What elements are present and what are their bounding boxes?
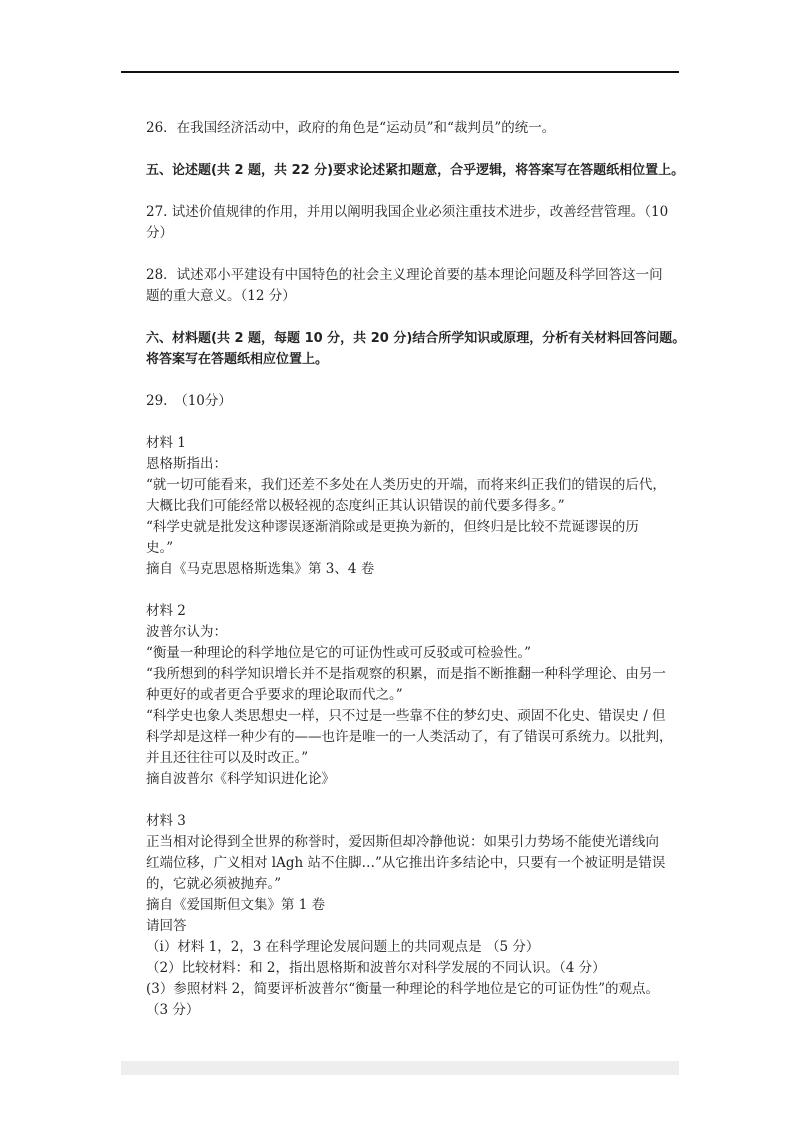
material-line: 正当相对论得到全世界的称誉时，爱因斯但却冷静他说：如果引力势场不能使光谱线向	[146, 834, 659, 850]
material-title: 材料 1	[146, 435, 186, 451]
exam-content	[146, 118, 686, 1021]
question-27-line: 分）	[146, 225, 173, 241]
material-line: 摘自波普尔《科学知识进化论》	[146, 771, 335, 787]
section-6-line: 六、材料题(共 2 题，每题 10 分，共 20 分)结合所学知识或原理，分析有关材料回答问题。	[146, 331, 686, 346]
material-line: “就一切可能看来，我们还差不多处在人类历史的开端，而将来纠正我们的错误的后代，	[146, 477, 666, 493]
material-line: 科学却是这样一种少有的——也许是唯一的一人类活动了，有了错误可系统力。以批判，	[146, 729, 673, 745]
answer-prompt: 请回答	[146, 918, 187, 934]
material-2	[146, 601, 686, 790]
sub-question-3: (3）参照材料 2，简要评析波普尔“衡量一种理论的科学地位是它的可证伪性”的观点。	[146, 981, 660, 997]
material-line: 红端位移，广义相对 lAgh 站不住脚…”从它推出许多结论中，只要有一个被证明是错误	[146, 855, 666, 871]
material-line: “我所想到的科学知识增长并不是指观察的积累，而是指不断推翻一种科学理论、由另一	[146, 666, 666, 682]
material-line: 史。”	[146, 540, 174, 556]
material-1	[146, 433, 686, 580]
material-line: 恩格斯指出：	[146, 456, 227, 472]
material-line: 的，它就必须被抛弃。”	[146, 876, 282, 892]
question-28-line: 28．试述邓小平建设有中国特色的社会主义理论首要的基本理论问题及科学回答这一问	[146, 267, 663, 283]
material-line: 摘自《爱国斯但文集》第 1 卷	[146, 897, 326, 913]
material-line: “科学史也象人类思想史一样，只不过是一些靠不住的梦幻史、顽固不化史、错误史 / 但	[146, 708, 666, 724]
material-line: 种更好的或者更合乎要求的理论取而代之。”	[146, 687, 403, 703]
header-rule	[121, 71, 679, 73]
section-6-line: 将答案写在答题纸相应位置上。	[146, 352, 329, 367]
sub-question-3-points: （3 分）	[146, 1002, 200, 1018]
material-line: “衡量一种理论的科学地位是它的可证伪性或可反驳或可检验性。”	[146, 645, 532, 661]
question-29: 29. （10分）	[146, 393, 232, 409]
material-line: 并且还往往可以及时改正。”	[146, 750, 309, 766]
material-line: 大概比我们可能经常以极轻视的态度纠正其认识错误的前代要多得多。”	[146, 498, 565, 514]
material-line: 波普尔认为：	[146, 624, 227, 640]
question-28	[146, 265, 686, 307]
question-27-line: 27. 试述价值规律的作用，并用以阐明我国企业必须注重技术进步，改善经营管理。（10	[146, 204, 669, 220]
material-line: “科学史就是批发这种谬误逐渐消除或是更换为新的，但终归是比较不荒诞谬误的历	[146, 519, 639, 535]
section-5-heading: 五、论述题(共 2 题，共 22 分)要求论述紧扣题意，合乎逻辑，将答案写在答题纸相位置上。	[146, 163, 685, 178]
section-6-heading	[146, 328, 686, 370]
footer-bar	[121, 1061, 679, 1075]
question-26: 26．在我国经济活动中，政府的角色是“运动员”和“裁判员”的统一。	[146, 120, 556, 136]
material-title: 材料 2	[146, 603, 186, 619]
sub-question-2: （2）比较材料：和 2，指出恩格斯和波普尔对科学发展的不同认识。（4 分）	[146, 960, 606, 976]
material-3	[146, 811, 686, 1021]
material-title: 材料 3	[146, 813, 186, 829]
question-28-line: 题的重大意义。（12 分）	[146, 288, 296, 304]
question-27	[146, 202, 686, 244]
material-line: 摘自《马克思恩格斯选集》第 3、4 卷	[146, 561, 375, 577]
sub-question-1: （i）材料 1，2，3 在科学理论发展问题上的共同观点是 （5 分）	[146, 939, 540, 955]
